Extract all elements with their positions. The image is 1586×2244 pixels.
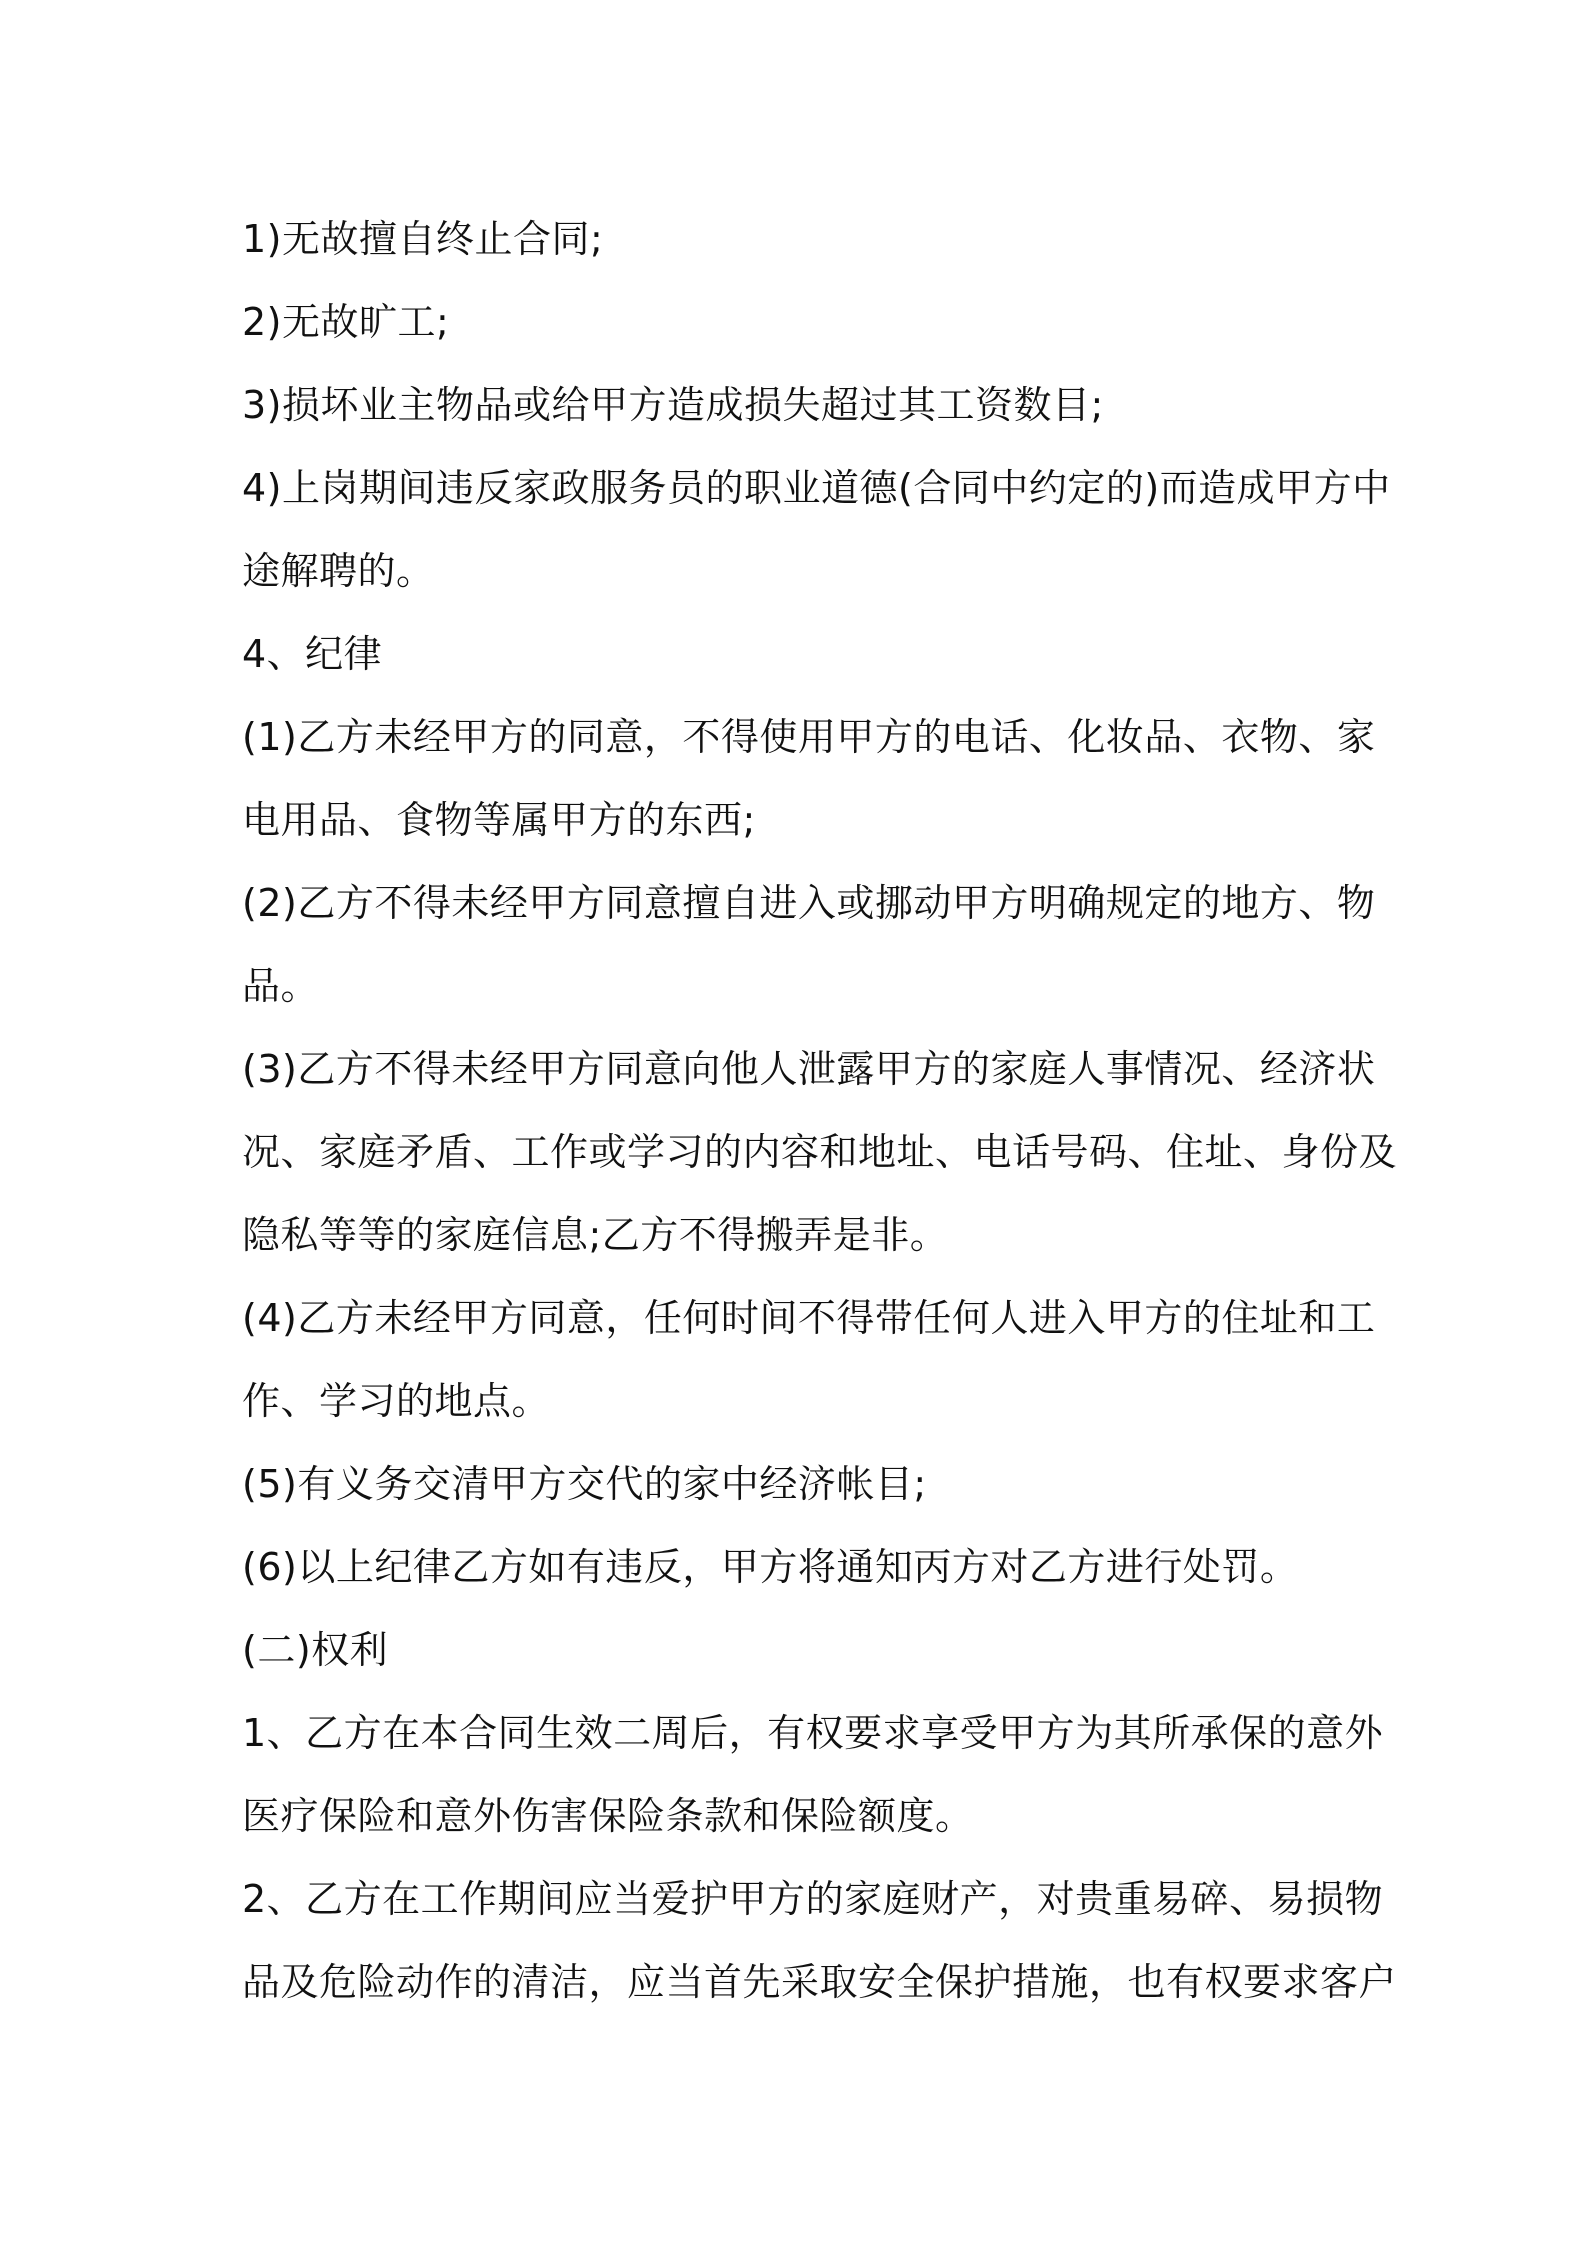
text-line-19: 1、乙方在本合同生效二周后，有权要求享受甲方为其所承保的意外: [242, 1711, 1384, 1755]
text-line-10: 品。: [242, 964, 320, 1008]
section-heading-discipline: 4、纪律: [242, 632, 383, 676]
text-line-20: 医疗保险和意外伤害保险条款和保险额度。: [242, 1794, 974, 1838]
text-line-4: 4)上岗期间违反家政服务员的职业道德(合同中约定的)而造成甲方中: [242, 466, 1391, 510]
text-line-3: 3)损坏业主物品或给甲方造成损失超过其工资数目;: [242, 383, 1104, 427]
text-line-8: 电用品、食物等属甲方的东西;: [242, 798, 756, 842]
text-line-16: (5)有义务交清甲方交代的家中经济帐目;: [242, 1462, 927, 1506]
section-heading-rights: (二)权利: [242, 1628, 389, 1672]
text-line-21: 2、乙方在工作期间应当爱护甲方的家庭财产，对贵重易碎、易损物: [242, 1877, 1384, 1921]
text-line-9: (2)乙方不得未经甲方同意擅自进入或挪动甲方明确规定的地方、物: [242, 881, 1376, 925]
text-line-2: 2)无故旷工;: [242, 300, 450, 344]
text-line-15: 作、学习的地点。: [242, 1379, 551, 1423]
text-line-5: 途解聘的。: [242, 549, 435, 593]
document-body: [242, 198, 1398, 2024]
text-line-1: 1)无故擅自终止合同;: [242, 217, 604, 261]
text-line-11: (3)乙方不得未经甲方同意向他人泄露甲方的家庭人事情况、经济状: [242, 1047, 1376, 1091]
text-line-7: (1)乙方未经甲方的同意，不得使用甲方的电话、化妆品、衣物、家: [242, 715, 1376, 759]
text-line-12: 况、家庭矛盾、工作或学习的内容和地址、电话号码、住址、身份及: [242, 1130, 1398, 1174]
text-line-14: (4)乙方未经甲方同意，任何时间不得带任何人进入甲方的住址和工: [242, 1296, 1376, 1340]
text-line-13: 隐私等等的家庭信息;乙方不得搬弄是非。: [242, 1213, 949, 1257]
text-line-17: (6)以上纪律乙方如有违反，甲方将通知丙方对乙方进行处罚。: [242, 1545, 1299, 1589]
text-line-22: 品及危险动作的清洁，应当首先采取安全保护措施，也有权要求客户: [242, 1960, 1398, 2004]
